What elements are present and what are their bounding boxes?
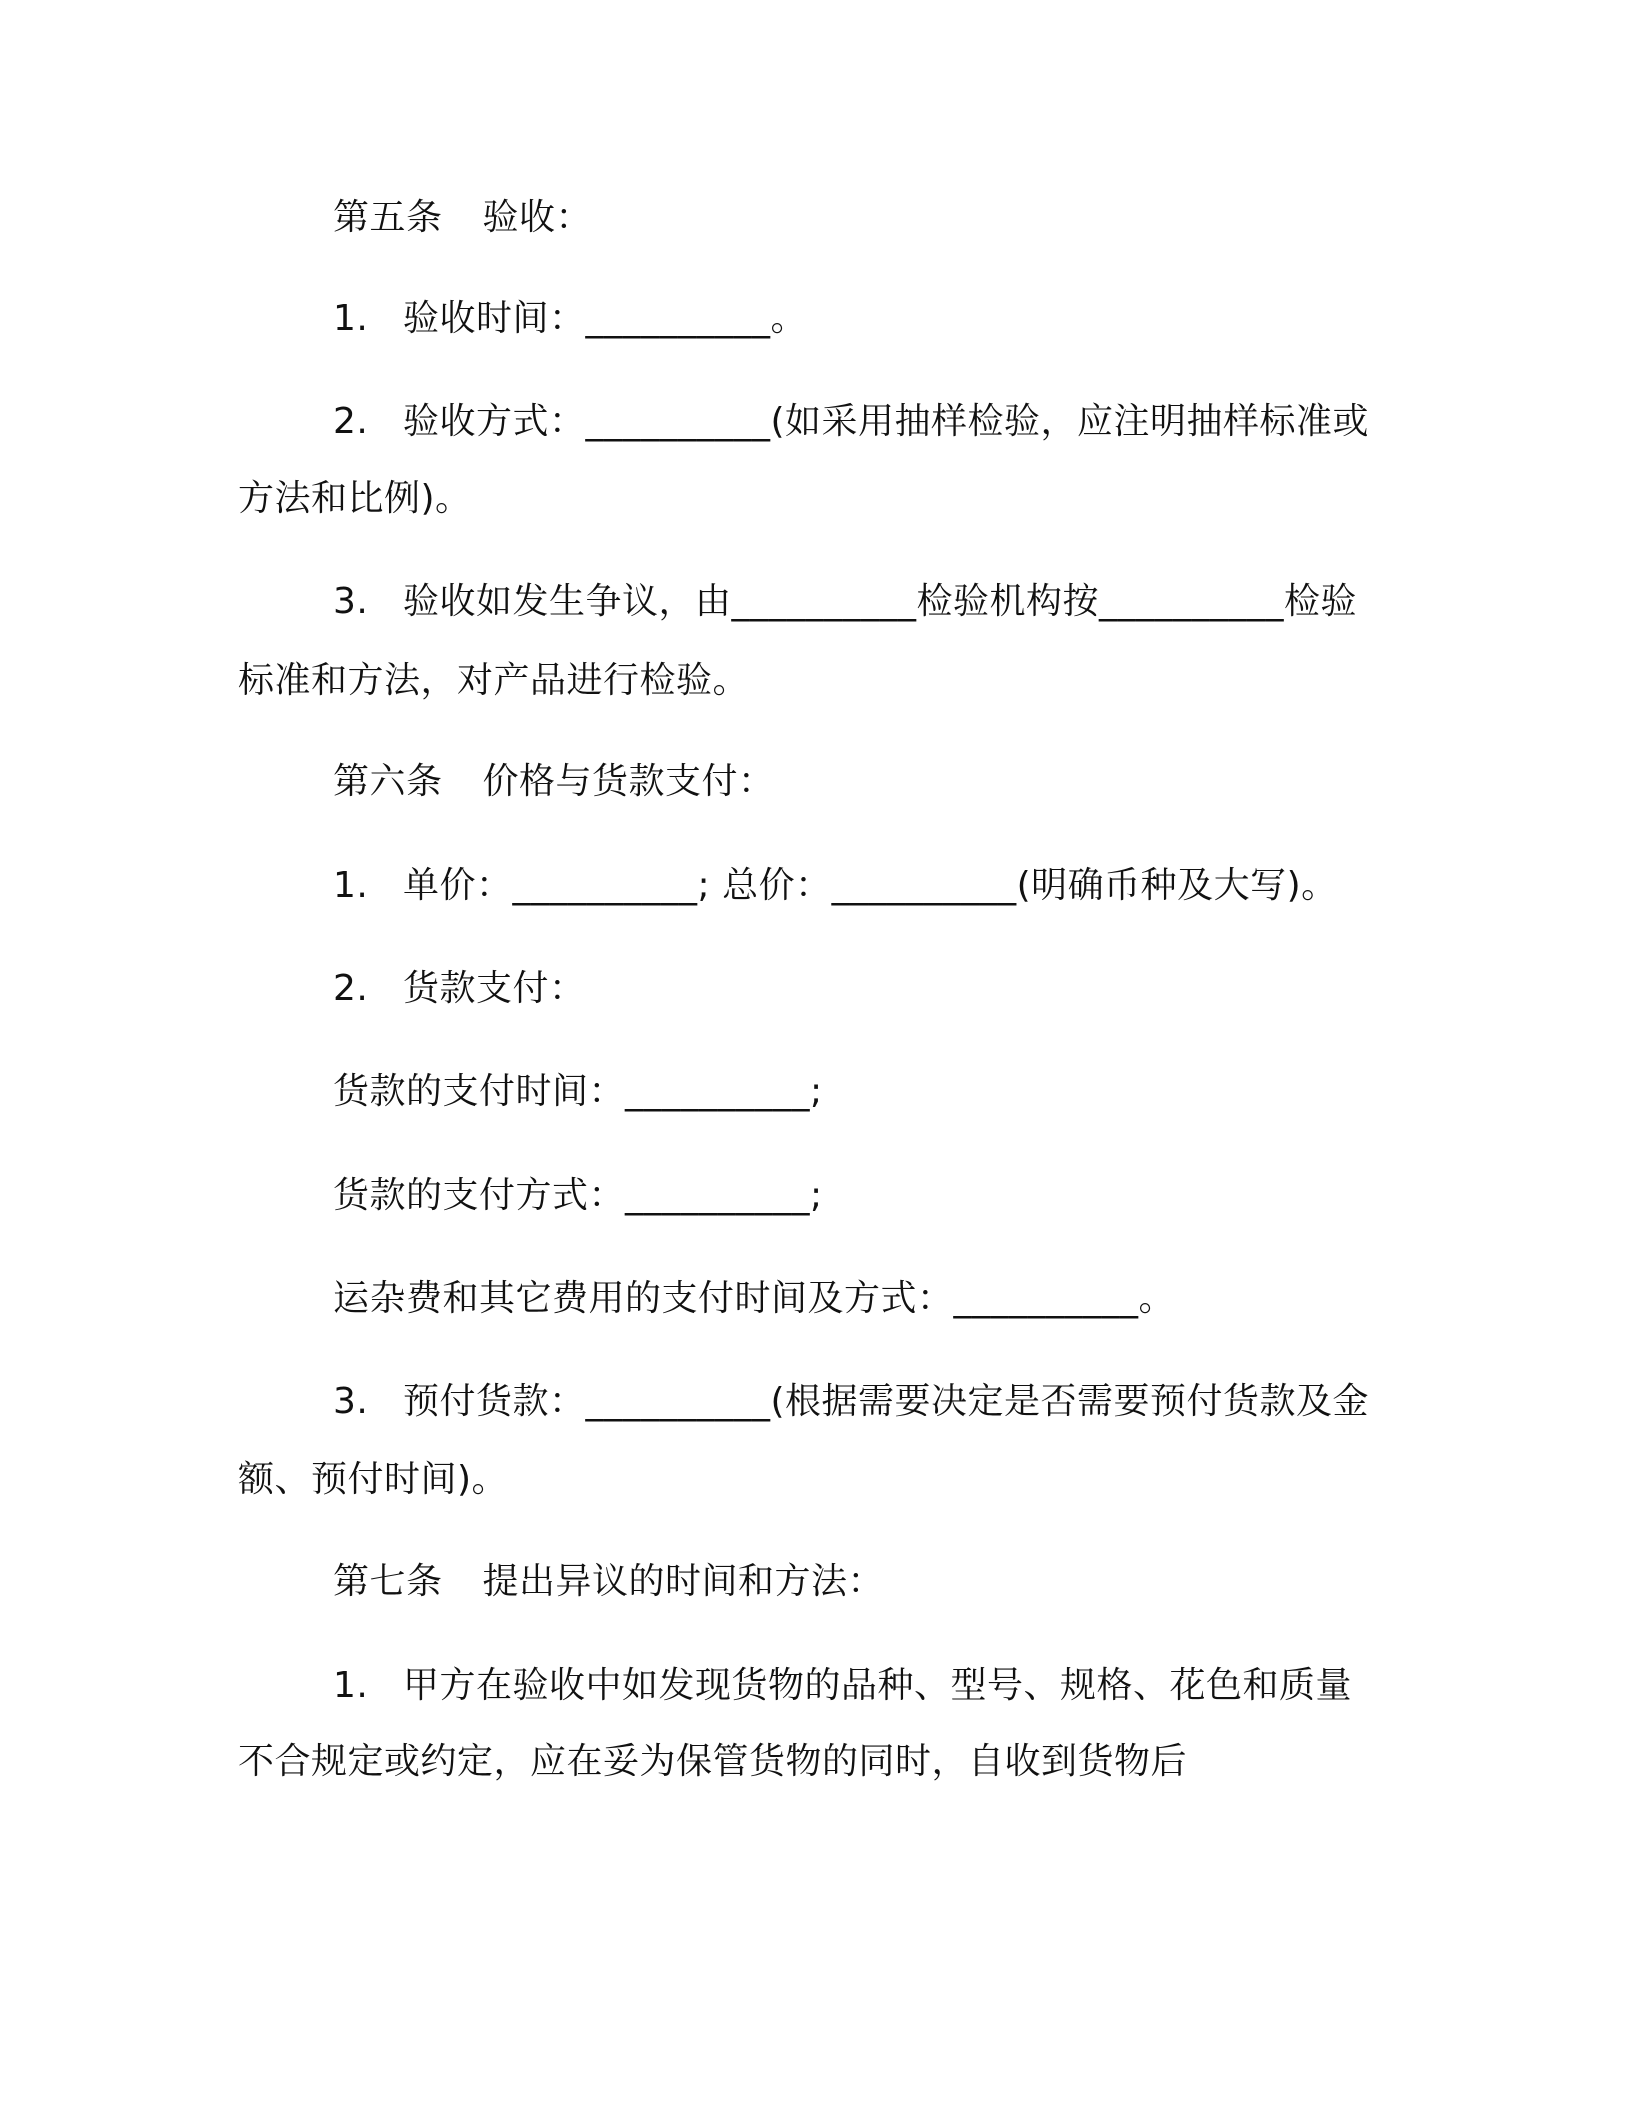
- article6-item3-text: 预付货款：__________(根据需要决定是否需要预付货款及金: [403, 1381, 1370, 1422]
- other-fees-line: 运杂费和其它费用的支付时间及方式：__________。: [333, 1278, 1176, 1319]
- article7-item1-number: 1.: [333, 1665, 369, 1706]
- payment-method-line: 货款的支付方式：__________;: [333, 1175, 823, 1216]
- article5-item1-text: 验收时间：__________。: [403, 298, 808, 339]
- article5-item3: [333, 580, 1357, 624]
- article6-heading-title: 价格与货款支付：: [482, 761, 775, 802]
- article6-item3-number: 3.: [333, 1381, 369, 1422]
- article5-item3-number: 3.: [333, 581, 369, 622]
- article6-item2: [333, 967, 586, 1011]
- article6-item3: [333, 1380, 1369, 1424]
- payment-time-line: 货款的支付时间：__________;: [333, 1071, 823, 1112]
- article6-item2-number: 2.: [333, 968, 369, 1009]
- article5-item2-number: 2.: [333, 401, 369, 442]
- article6-item1-text: 单价：__________; 总价：__________(明确币种及大写)。: [403, 865, 1338, 906]
- article5-item2: [333, 400, 1369, 444]
- article5-item2-text: 验收方式：__________(如采用抽样检验，应注明抽样标准或: [403, 401, 1370, 442]
- article5-heading-number: 第五条: [333, 197, 443, 238]
- article7-heading: [333, 1560, 884, 1604]
- article5-heading-title: 验收：: [482, 197, 593, 238]
- article6-heading: [333, 760, 775, 804]
- article7-item1: [333, 1664, 1352, 1708]
- article5-item3-continuation: 标准和方法，对产品进行检验。: [238, 660, 750, 701]
- article5-item1: [333, 297, 807, 341]
- article7-heading-title: 提出异议的时间和方法：: [482, 1561, 885, 1602]
- article5-item1-number: 1.: [333, 298, 369, 339]
- article7-item1-continuation: 不合规定或约定，应在妥为保管货物的同时，自收到货物后: [238, 1741, 1188, 1782]
- article6-item3-continuation: 额、预付时间)。: [238, 1459, 509, 1500]
- article6-heading-number: 第六条: [333, 761, 443, 802]
- article7-heading-number: 第七条: [333, 1561, 443, 1602]
- article7-item1-text: 甲方在验收中如发现货物的品种、型号、规格、花色和质量: [403, 1665, 1353, 1706]
- article5-item2-continuation: 方法和比例)。: [238, 478, 472, 519]
- article6-item1: [333, 864, 1338, 908]
- article5-heading: [333, 196, 592, 240]
- article6-item2-text: 货款支付：: [403, 968, 586, 1009]
- article6-item1-number: 1.: [333, 865, 369, 906]
- article5-item3-text: 验收如发生争议，由__________检验机构按__________检验: [403, 581, 1358, 622]
